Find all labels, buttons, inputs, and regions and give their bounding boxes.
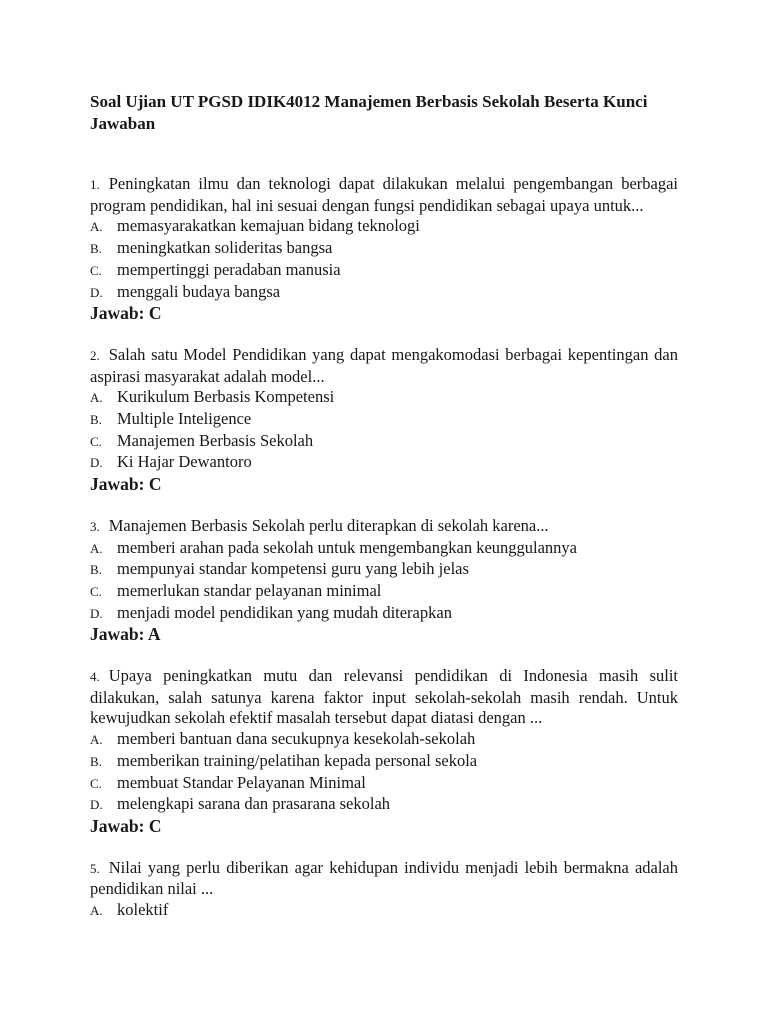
question-number: 5. [90,860,100,876]
option-letter: A. [90,732,103,748]
option-letter: B. [90,753,102,769]
answer-option [90,773,678,795]
question-text [90,858,678,900]
question-number: 1. [90,177,100,192]
option-letter: A. [90,903,103,919]
answer-option [90,238,678,260]
answer-option [90,431,678,453]
question-text [90,345,678,387]
option-text: memerlukan standar pelayanan minimal [117,580,382,600]
option-text: mempunyai standar kompetensi guru yang lebih jelas [117,559,469,579]
question-block [90,516,678,645]
option-letter: B. [90,241,102,257]
document-title: Soal Ujian UT PGSD IDIK4012 Manajemen Berbasis Sekolah Beserta Kunci Jawaban [90,92,648,133]
option-text: Multiple Inteligence [117,409,252,429]
option-text: Kurikulum Berbasis Kompetensi [117,387,335,407]
option-letter: A. [90,390,103,406]
question-block [90,666,678,837]
question-block [90,858,678,922]
answer-option [90,900,678,922]
option-letter: B. [90,412,102,428]
option-letter: B. [90,562,102,578]
question-number: 2. [90,347,100,363]
answer-option [90,794,678,816]
option-text: membuat Standar Pelayanan Minimal [117,772,366,792]
question-body: Manajemen Berbasis Sekolah perlu diterapkan di sekolah karena... [108,515,549,535]
question-number: 4. [90,669,100,685]
answer-key: Jawab: C [90,303,162,324]
answer-option [90,387,678,409]
answer-option [90,603,678,625]
option-text: menjadi model pendidikan yang mudah diterapkan [117,602,452,622]
question-body: Upaya peningkatkan mutu dan relevansi pendidikan di Indonesia masih sulit dilakukan, salah satunya karena faktor input sekolah-sekolah masih rendah. Untuk kewujudkan sekolah efektif masalah tersebut dapat diatasi dengan ... [90,666,678,728]
answer-key: Jawab: A [90,624,161,645]
option-text: Manajemen Berbasis Sekolah [117,430,314,450]
answer-option [90,559,678,581]
questions-container [90,174,678,922]
answer-option [90,729,678,751]
option-text: Ki Hajar Dewantoro [117,452,252,472]
question-text [90,666,678,729]
answer-option [90,216,678,238]
answer-option [90,409,678,431]
answer-option [90,538,678,560]
option-text: kolektif [117,900,169,920]
option-letter: C. [90,775,102,791]
answer-key: Jawab: C [90,815,162,836]
option-text: memberi bantuan dana secukupnya kesekolah-sekolah [117,729,476,749]
answer-option [90,751,678,773]
option-text: mempertinggi peradaban manusia [117,259,341,279]
option-letter: C. [90,262,102,278]
question-text [90,174,678,216]
option-text: memasyarakatkan kemajuan bidang teknologi [117,216,420,236]
question-body: Peningkatan ilmu dan teknologi dapat dilakukan melalui pengembangan berbagai program pendidikan, hal ini sesuai dengan fungsi pendidikan sebagai upaya untuk... [90,174,678,215]
option-letter: D. [90,605,103,621]
option-text: menggali budaya bangsa [117,281,281,301]
option-text: memberi arahan pada sekolah untuk mengembangkan keunggulannya [117,537,578,557]
question-block [90,174,678,324]
answer-key: Jawab: C [90,474,162,495]
option-letter: C. [90,433,102,449]
option-letter: D. [90,284,103,300]
option-letter: D. [90,455,103,471]
option-letter: A. [90,219,103,235]
option-text: meningkatkan solideritas bangsa [117,238,333,258]
question-body: Salah satu Model Pendidikan yang dapat mengakomodasi berbagai kepentingan dan aspirasi masyarakat adalah model... [90,344,678,386]
question-block [90,345,678,495]
answer-option [90,452,678,474]
option-text: melengkapi sarana dan prasarana sekolah [117,794,391,814]
answer-option [90,260,678,282]
option-text: memberikan training/pelatihan kepada personal sekola [117,750,478,770]
option-letter: D. [90,797,103,813]
option-letter: C. [90,583,102,599]
question-text [90,516,678,538]
answer-option [90,282,678,304]
option-letter: A. [90,540,103,556]
question-number: 3. [90,518,100,534]
answer-option [90,581,678,603]
question-body: Nilai yang perlu diberikan agar kehidupan individu menjadi lebih bermakna adalah pendidikan nilai ... [90,857,678,899]
